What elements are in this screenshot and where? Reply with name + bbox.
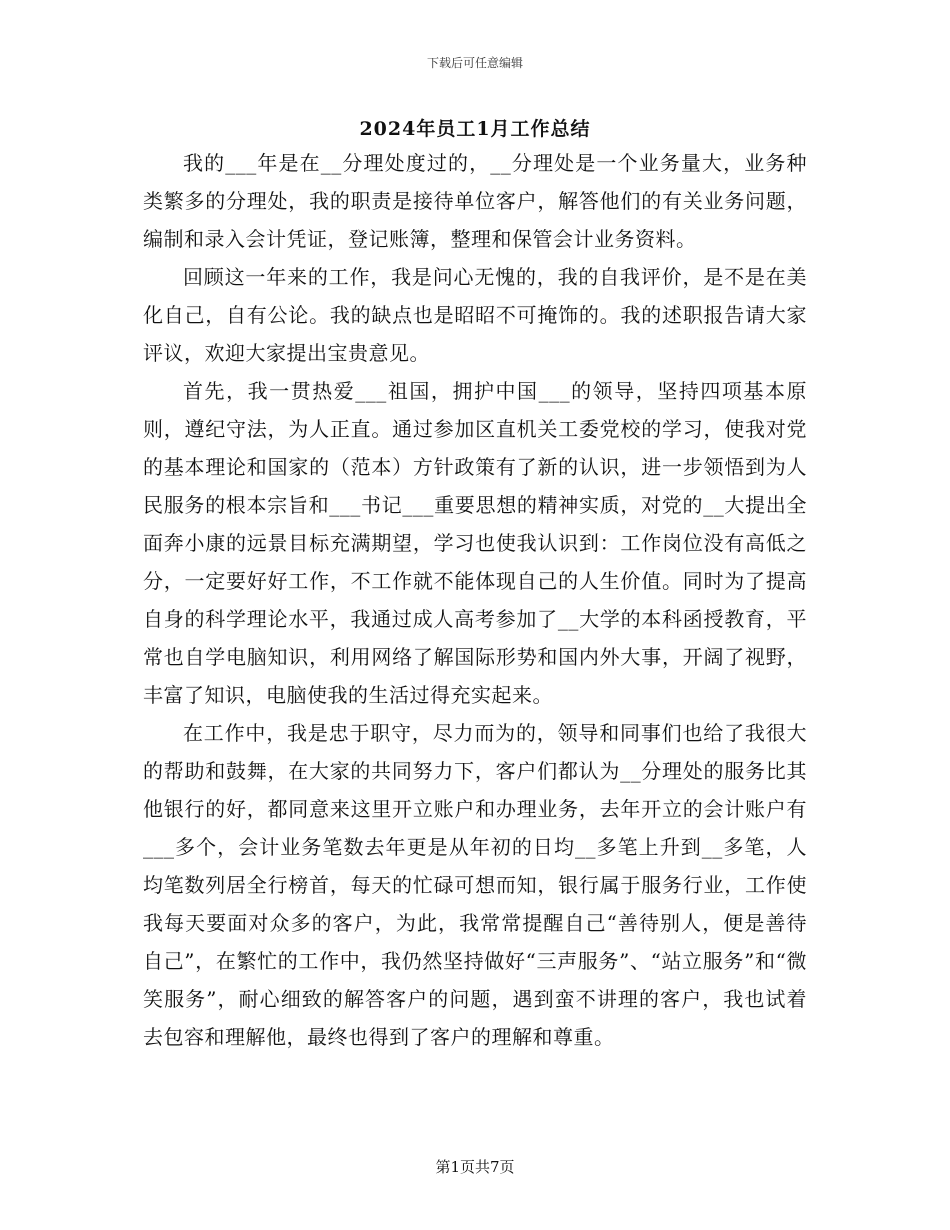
paragraph-3: 首先，我一贯热爱___祖国，拥护中国___的领导，坚持四项基本原则，遵纪守法，为人正直。通过参加区直机关工委党校的学习，使我对党的基本理论和国家的（范本）方针政策有了新的认识，进一步领悟到为人民服务的根本宗旨和___书记___重要思想的精神实质，对党的__大提出全面奔小康的远景目标充满期望，学习也使我认识到：工作岗位没有高低之分，一定要好好工作，不工作就不能体现自己的人生价值。同时为了提高自身的科学理论水平，我通过成人高考参加了__大学的本科函授教育，平常也自学电脑知识，利用网络了解国际形势和国内外大事，开阔了视野，丰富了知识，电脑使我的生活过得充实起来。 [143,379,807,707]
paragraph-4: 在工作中，我是忠于职守，尽力而为的，领导和同事们也给了我很大的帮助和鼓舞，在大家的共同努力下，客户们都认为__分理处的服务比其他银行的好，都同意来这里开立账户和办理业务，去年开立的会计账户有___多个，会计业务笔数去年更是从年初的日均__多笔上升到__多笔，人均笔数列居全行榜首，每天的忙碌可想而知，银行属于服务行业，工作使我每天要面对众多的客户，为此，我常常提醒自己“善待别人，便是善待自己”，在繁忙的工作中，我仍然坚持做好“三声服务”、“站立服务”和“微笑服务”，耐心细致的解答客户的问题，遇到蛮不讲理的客户，我也试着去包容和理解他，最终也得到了客户的理解和尊重。 [143,721,807,1049]
paragraph-2: 回顾这一年来的工作，我是问心无愧的，我的自我评价，是不是在美化自己，自有公论。我的缺点也是昭昭不可掩饰的。我的述职报告请大家评议，欢迎大家提出宝贵意见。 [143,265,807,365]
document-title: 2024年员工1月工作总结 [359,118,591,140]
document-body [143,144,807,1056]
paragraph-1: 我的___年是在__分理处度过的，__分理处是一个业务量大，业务种类繁多的分理处，我的职责是接待单位客户，解答他们的有关业务问题，编制和录入会计凭证，登记账簿，整理和保管会计业务资料。 [143,151,807,251]
page-number: 第1页共7页 [435,1158,515,1176]
header-note: 下载后可任意编辑 [426,56,523,70]
